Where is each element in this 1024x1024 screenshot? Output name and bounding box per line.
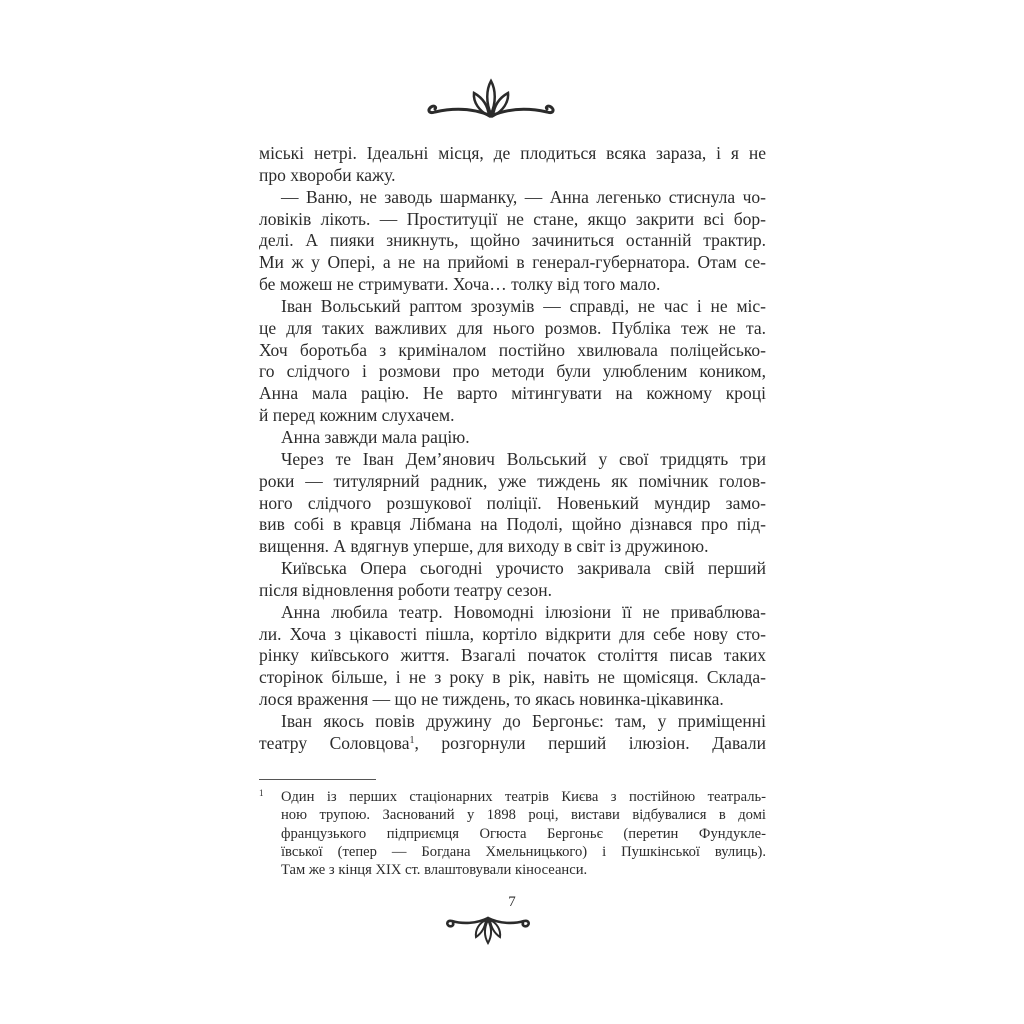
footnote-line: ною трупою. Заснований у 1898 році, вистави відбувалися в домі: [281, 807, 766, 824]
body-text: [259, 143, 766, 755]
text-line: й перед кожним слухачем.: [259, 405, 455, 426]
text-line: вищення. А вдягнув уперше, для виходу в світ із дружиною.: [259, 536, 709, 557]
footnote-line: Там же з кінця XIX ст. влаштовували кіносеанси.: [281, 862, 588, 879]
floral-ornament-top-icon: [425, 78, 557, 120]
text-line: це для таких важливих для нього розмов. Публіка теж не та.: [259, 317, 766, 338]
text-line: делі. А пияки зникнуть, щойно зачиниться останній трактир.: [259, 230, 766, 251]
text-line: Київська Опера сьогодні урочисто закривала свій перший: [281, 558, 766, 579]
footnote-mark: 1: [259, 788, 264, 798]
text-line: ловіків лікоть. — Проституції не стане, якщо закрити всі бор-: [259, 208, 766, 229]
text-line: Іван Вольський раптом зрозумів — справді, не час і не міс-: [281, 295, 766, 316]
text-line: роки — титулярний радник, уже тиждень як помічник голов-: [259, 470, 766, 491]
footnote-line: ївської (тепер — Богдана Хмельницького) і Пушкінської вулиць).: [281, 843, 766, 860]
footnote-line: Один із перших стаціонарних театрів Києва з постійною театраль-: [281, 789, 766, 805]
text-fragment: , розгорнули перший ілюзіон. Давали: [414, 732, 766, 753]
text-fragment: театру Соловцова: [259, 732, 410, 753]
footnote-reference[interactable]: 1: [409, 734, 415, 746]
text-line: Ми ж у Опері, а не на прийомі в генерал-губернатора. Отам се-: [259, 252, 766, 273]
page-number: 7: [508, 894, 516, 910]
text-line: Хоч боротьба з криміналом постійно хвилювала поліцейсько-: [259, 339, 766, 360]
text-line: міські нетрі. Ідеальні місця, де плодиться всяка зараза, і я не: [259, 143, 766, 163]
text-line: го слідчого і розмови про методи були улюбленим коником,: [259, 361, 766, 382]
text-line: бе можеш не стримувати. Хоча… толку від того мало.: [259, 274, 661, 295]
footnote: [259, 788, 766, 879]
text-line: рінку київського життя. Взагалі початок століття писав таких: [259, 645, 766, 666]
text-line: Анна мала рацію. Не варто мітингувати на кожному кроці: [259, 383, 766, 404]
text-line: про хвороби кажу.: [259, 164, 396, 185]
text-line: Анна завжди мала рацію.: [281, 426, 470, 447]
text-line: сторінок більше, і не з року в рік, навіть не щомісяця. Склада-: [259, 667, 766, 688]
text-line: Через те Іван Дем’янович Вольський у свої тридцять три: [281, 448, 766, 469]
text-line: — Ваню, не заводь шарманку, — Анна легенько стиснула чо-: [281, 186, 766, 207]
text-line: лося враження — що не тиждень, то якась новинка-цікавинка.: [259, 689, 724, 710]
footnote-divider: [259, 779, 376, 780]
text-line: Іван якось повів дружину до Бергоньє: там, у приміщенні: [281, 710, 766, 731]
footnote-line: французького підприємця Огюста Бергоньє (перетин Фундукле-: [281, 825, 766, 842]
text-line: вив собі в кравця Лібмана на Подолі, щойно дізнався про під-: [259, 514, 766, 535]
floral-ornament-bottom-icon: [444, 912, 532, 946]
text-line: ного слідчого розшукової поліції. Новенький мундир замо-: [259, 492, 766, 513]
text-line: Анна любила театр. Новомодні ілюзіони її не приваблюва-: [281, 601, 766, 622]
text-line: після відновлення роботи театру сезон.: [259, 579, 553, 600]
text-line: ли. Хоча з цікавості пішла, кортіло відкрити для себе нову сто-: [259, 623, 766, 644]
text-line: [259, 733, 766, 755]
